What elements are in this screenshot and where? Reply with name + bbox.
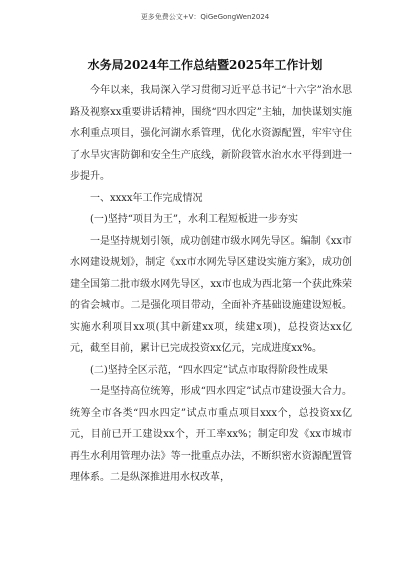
intro-paragraph: 今年以来，我局深入学习贯彻习近平总书记“十六字”治水思路及视察xx重要讲话精神，围绕“四水四定”主轴，加快谋划实施水利重点项目，强化河湖水系管理，优化水资源配置，牢牢守住了水旱灾害防御和安全生产底线，新阶段管水治水水平得到进一步提升。 [70, 85, 352, 182]
document-body [70, 80, 352, 489]
document-title: 水务局2024年工作总结暨2025年工作计划 [87, 58, 323, 72]
subsection-paragraph-1: 一是坚持规划引领，成功创建市级水网先导区。编制《xx市水网建设规划》，制定《xx市水网先导区建设实施方案》，成功创建全国第二批市级水网先导区，xx市也成为西北第一个获此殊荣的省会城市。二是强化项目带动，全面补齐基础设施建设短板。实施水利项目xx项(其中新建xx项，续建x项)，总投资达xx亿元，截至目前，累计已完成投资xx亿元，完成进度xx%。 [70, 235, 352, 354]
section-heading: 一、xxxx年工作完成情况 [90, 192, 203, 204]
subsection-heading-1: (一)坚持“项目为王”，水利工程短板进一步夯实 [90, 214, 299, 225]
subsection-paragraph-2: 一是坚持高位统筹，形成“四水四定”试点市建设强大合力。统筹全市各类“四水四定”试点市重点项目xxx个，总投资xx亿元，目前已开工建设xx个，开工率xx%；制定印发《xx市城市再生水利用管理办法》等一批重点办法，不断织密水资源配置管理体系。二是纵深推进用水权改革， [70, 386, 352, 483]
subsection-heading-2: (二)坚持全区示范，“四水四定”试点市取得阶段性成果 [90, 364, 329, 376]
header-note: 更多免费公文+V：QiGeGongWen2024 [140, 13, 270, 21]
